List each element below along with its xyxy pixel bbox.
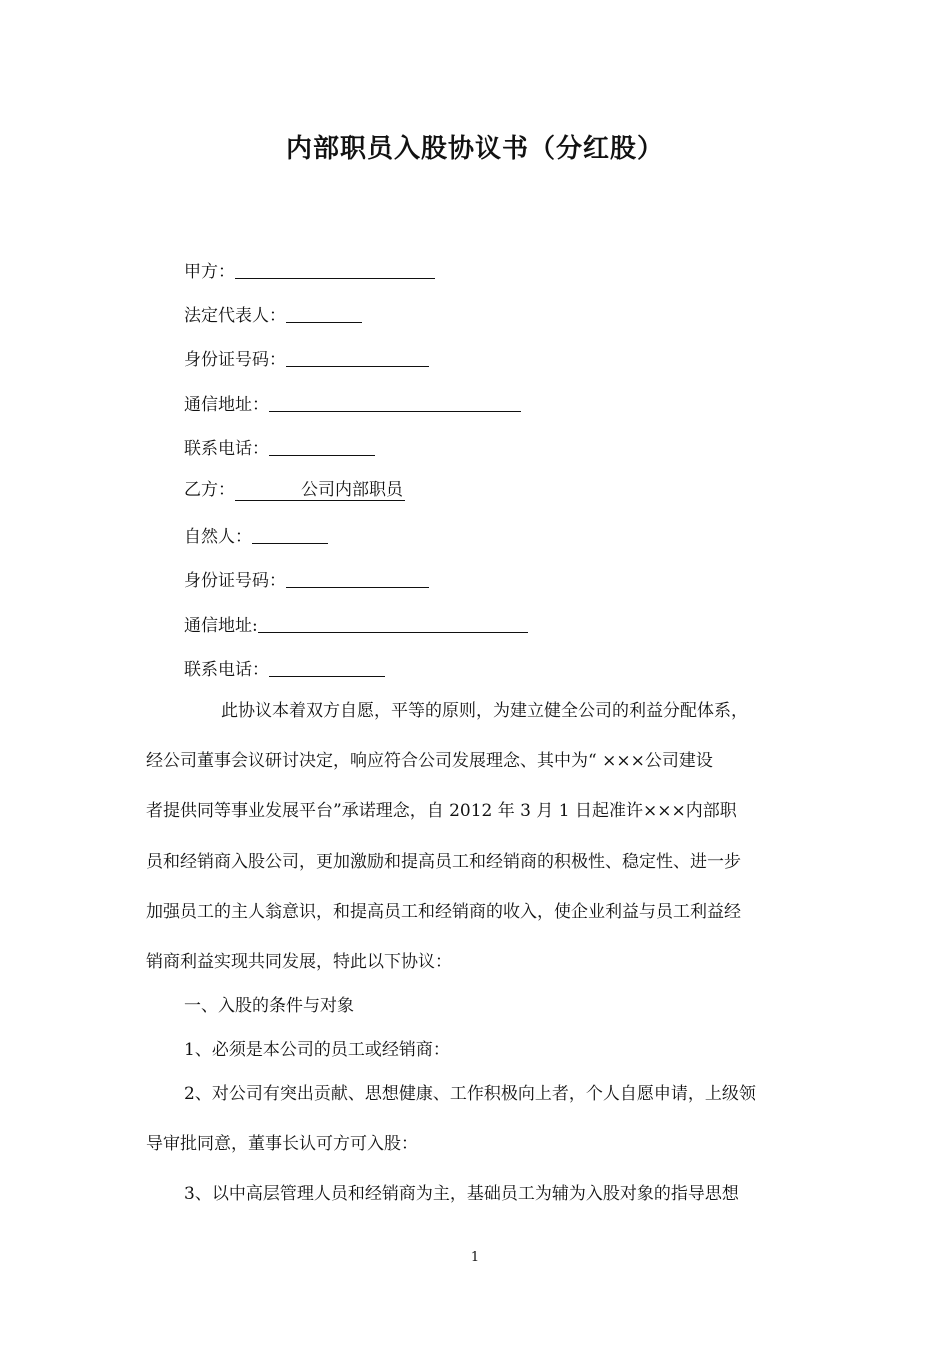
party-b-address-label: 通信地址: [184,616,258,636]
natural-person-field [184,523,328,548]
party-a-id-blank[interactable] [286,348,429,367]
legal-rep-label: 法定代表人： [184,306,286,326]
party-a-id-field [184,346,429,371]
party-b-label: 乙方： [184,480,235,500]
party-b-phone-field [184,656,385,681]
party-b-id-field [184,567,429,592]
intro-line-3: 者提供同等事业发展平台”承诺理念，自 2012 年 3 月 1 日起准许×××内部职 [146,801,737,821]
party-a-address-field [184,391,521,416]
party-b-phone-label: 联系电话： [184,660,269,680]
party-b-phone-blank[interactable] [269,658,385,677]
party-a-phone-blank[interactable] [269,437,375,456]
natural-person-label: 自然人： [184,527,252,547]
party-a-blank[interactable] [235,260,435,279]
party-a-phone-field [184,435,375,460]
party-b-id-blank[interactable] [286,569,429,588]
intro-line-2: 经公司董事会议研讨决定，响应符合公司发展理念、其中为“ ×××公司建设 [146,751,713,771]
party-b-id-label: 身份证号码： [184,571,286,591]
party-b-field [184,479,405,501]
intro-line-5: 加强员工的主人翁意识，和提高员工和经销商的收入，使企业利益与员工利益经 [146,902,741,922]
party-a-label: 甲方： [184,262,235,282]
party-a-address-label: 通信地址： [184,395,269,415]
section-1-heading: 一、入股的条件与对象 [184,996,354,1016]
legal-rep-blank[interactable] [286,304,362,323]
party-a-field [184,258,435,283]
intro-line-1: 此协议本着双方自愿，平等的原则，为建立健全公司的利益分配体系， [221,701,748,721]
page-number: 1 [470,1250,480,1265]
document-title: 内部职员入股协议书（分红股） [285,134,664,164]
section-1-item-1: 1、必须是本公司的员工或经销商： [184,1040,450,1060]
legal-rep-field [184,302,362,327]
intro-line-6: 销商利益实现共同发展，特此以下协议： [146,952,452,972]
party-a-phone-label: 联系电话： [184,439,269,459]
party-a-id-label: 身份证号码： [184,350,286,370]
section-1-item-2-line-1: 2、对公司有突出贡献、思想健康、工作积极向上者，个人自愿申请，上级领 [184,1084,756,1104]
natural-person-blank[interactable] [252,525,328,544]
section-1-item-3-line-1: 3、以中高层管理人员和经销商为主，基础员工为辅为入股对象的指导思想 [184,1184,739,1204]
intro-line-4: 员和经销商入股公司，更加激励和提高员工和经销商的积极性、稳定性、进一步 [146,852,741,872]
party-b-value[interactable]: 公司内部职员 [235,480,405,501]
party-b-address-field [184,612,528,637]
party-a-address-blank[interactable] [269,393,521,412]
party-b-address-blank[interactable] [258,614,528,633]
section-1-item-2-line-2: 导审批同意，董事长认可方可入股： [146,1134,418,1154]
